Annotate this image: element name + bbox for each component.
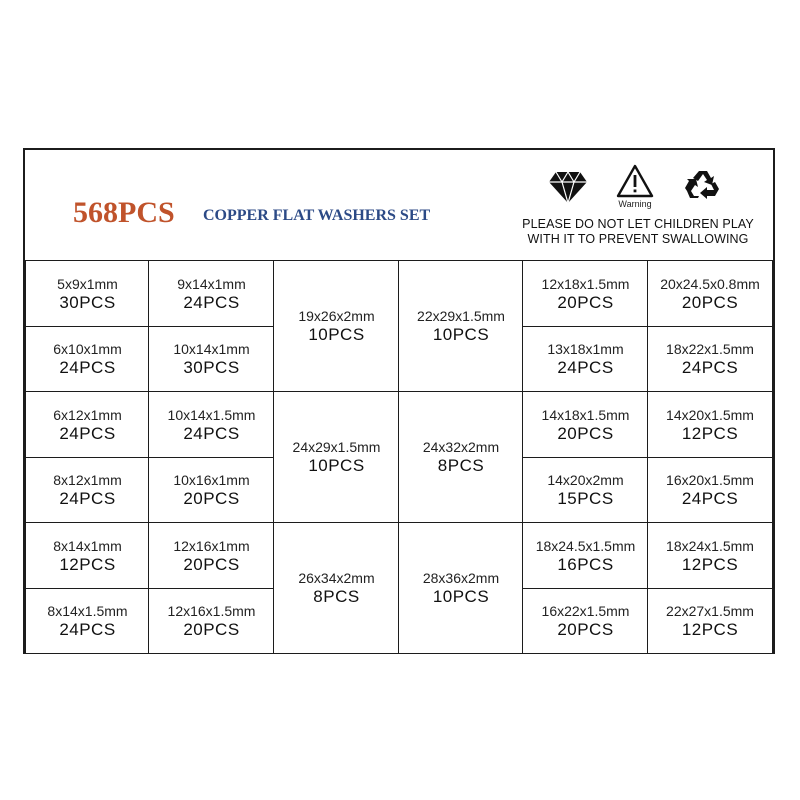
washer-quantity: 15PCS — [557, 489, 614, 508]
washer-cell — [398, 260, 524, 393]
washer-cell — [647, 588, 773, 654]
child-safety-warning — [503, 217, 773, 247]
washer-size: 24x29x1.5mm — [292, 439, 381, 455]
washer-quantity: 20PCS — [183, 619, 240, 639]
washer-quantity: 24PCS — [183, 292, 240, 312]
washer-cell — [647, 522, 773, 590]
washer-quantity: 30PCS — [183, 358, 240, 377]
washer-quantity: 24PCS — [59, 358, 116, 377]
washer-quantity: 24PCS — [557, 358, 614, 377]
washer-cell — [647, 326, 773, 393]
washer-size: 10x14x1mm — [173, 341, 250, 357]
washer-cell — [398, 522, 524, 654]
washer-quantity: 12PCS — [681, 619, 739, 639]
washer-size: 6x12x1mm — [53, 406, 122, 423]
washer-quantity: 20PCS — [557, 423, 614, 443]
washer-cell — [647, 391, 773, 459]
washer-size: 13x18x1mm — [547, 341, 624, 357]
washer-size: 20x24.5x0.8mm — [660, 275, 760, 292]
warning-line-2: WITH IT TO PREVENT SWALLOWING — [527, 232, 749, 246]
washer-size: 10x14x1.5mm — [167, 406, 256, 423]
washer-quantity: 24PCS — [681, 489, 739, 508]
washer-size: 19x26x2mm — [298, 308, 375, 324]
washer-size: 14x18x1.5mm — [541, 406, 630, 423]
washer-quantity: 24PCS — [59, 489, 116, 508]
washer-cell — [25, 457, 150, 524]
washer-cell — [148, 522, 275, 590]
washer-quantity: 20PCS — [557, 619, 614, 639]
washer-size: 12x18x1.5mm — [541, 275, 630, 292]
piece-count-title: 568PCS — [73, 196, 175, 229]
washer-quantity: 10PCS — [432, 586, 490, 606]
washer-size: 22x27x1.5mm — [666, 602, 754, 619]
washer-cell — [148, 588, 275, 654]
washer-size: 14x20x2mm — [547, 472, 624, 488]
washer-size: 22x29x1.5mm — [417, 308, 505, 324]
washer-size: 16x22x1.5mm — [541, 602, 630, 619]
washer-quantity: 24PCS — [59, 423, 116, 443]
washer-size: 8x14x1.5mm — [47, 602, 128, 619]
washer-cell — [25, 326, 150, 393]
washer-quantity: 12PCS — [681, 554, 739, 574]
washer-quantity: 16PCS — [557, 554, 614, 574]
washer-cell — [398, 391, 524, 524]
washer-size: 28x36x2mm — [422, 569, 500, 586]
washer-quantity: 30PCS — [59, 292, 116, 312]
washer-cell — [647, 457, 773, 524]
washer-cell — [148, 326, 275, 393]
washer-quantity: 24PCS — [681, 358, 739, 377]
washer-quantity: 8PCS — [437, 456, 485, 475]
product-title: COPPER FLAT WASHERS SET — [203, 207, 431, 224]
washer-size: 18x24x1.5mm — [666, 537, 754, 554]
washer-size: 12x16x1mm — [173, 537, 250, 554]
washer-set-card — [23, 148, 775, 654]
diamond-icon — [548, 170, 588, 204]
washer-quantity: 24PCS — [59, 619, 116, 639]
washer-cell — [522, 326, 649, 393]
washer-size: 18x22x1.5mm — [666, 341, 754, 357]
washer-quantity: 20PCS — [681, 292, 739, 312]
washer-quantity: 8PCS — [313, 586, 360, 606]
washer-quantity: 20PCS — [183, 489, 240, 508]
warning-triangle-icon — [616, 164, 654, 198]
washer-cell — [25, 588, 150, 654]
washer-size: 5x9x1mm — [57, 275, 118, 292]
washer-quantity: 12PCS — [681, 423, 739, 443]
washer-size: 24x32x2mm — [422, 439, 500, 455]
warning-line-1: PLEASE DO NOT LET CHILDREN PLAY — [522, 217, 754, 231]
recycle-icon — [685, 168, 721, 202]
warning-label: Warning — [618, 199, 652, 209]
washer-size: 9x14x1mm — [177, 275, 246, 292]
washer-cell — [148, 260, 275, 328]
washer-cell — [273, 522, 400, 654]
washer-quantity: 12PCS — [59, 554, 116, 574]
washer-quantity: 24PCS — [183, 423, 240, 443]
washer-size: 6x10x1mm — [53, 341, 122, 357]
washer-size: 26x34x2mm — [298, 569, 375, 586]
washer-size: 14x20x1.5mm — [666, 406, 754, 423]
washer-size: 8x14x1mm — [53, 537, 122, 554]
washer-cell — [273, 391, 400, 524]
washer-size: 10x16x1mm — [173, 472, 250, 488]
washer-size: 8x12x1mm — [53, 472, 122, 488]
washer-cell — [522, 522, 649, 590]
washer-cell — [522, 260, 649, 328]
washer-size: 18x24.5x1.5mm — [535, 537, 636, 554]
washer-quantity: 10PCS — [308, 325, 365, 344]
washer-quantity: 10PCS — [432, 325, 490, 344]
washer-cell — [25, 391, 150, 459]
washer-cell — [522, 391, 649, 459]
washer-quantity: 20PCS — [557, 292, 614, 312]
washer-cell — [148, 457, 275, 524]
card-header — [25, 150, 773, 258]
washer-cell — [522, 457, 649, 524]
washer-cell — [647, 260, 773, 328]
washer-cell — [25, 522, 150, 590]
washer-cell — [25, 260, 150, 328]
washer-cell — [522, 588, 649, 654]
washer-cell — [148, 391, 275, 459]
washer-size: 12x16x1.5mm — [167, 602, 256, 619]
washer-quantity: 10PCS — [308, 456, 365, 475]
washer-size: 16x20x1.5mm — [666, 472, 754, 488]
washer-cell — [273, 260, 400, 393]
washer-quantity: 20PCS — [183, 554, 240, 574]
